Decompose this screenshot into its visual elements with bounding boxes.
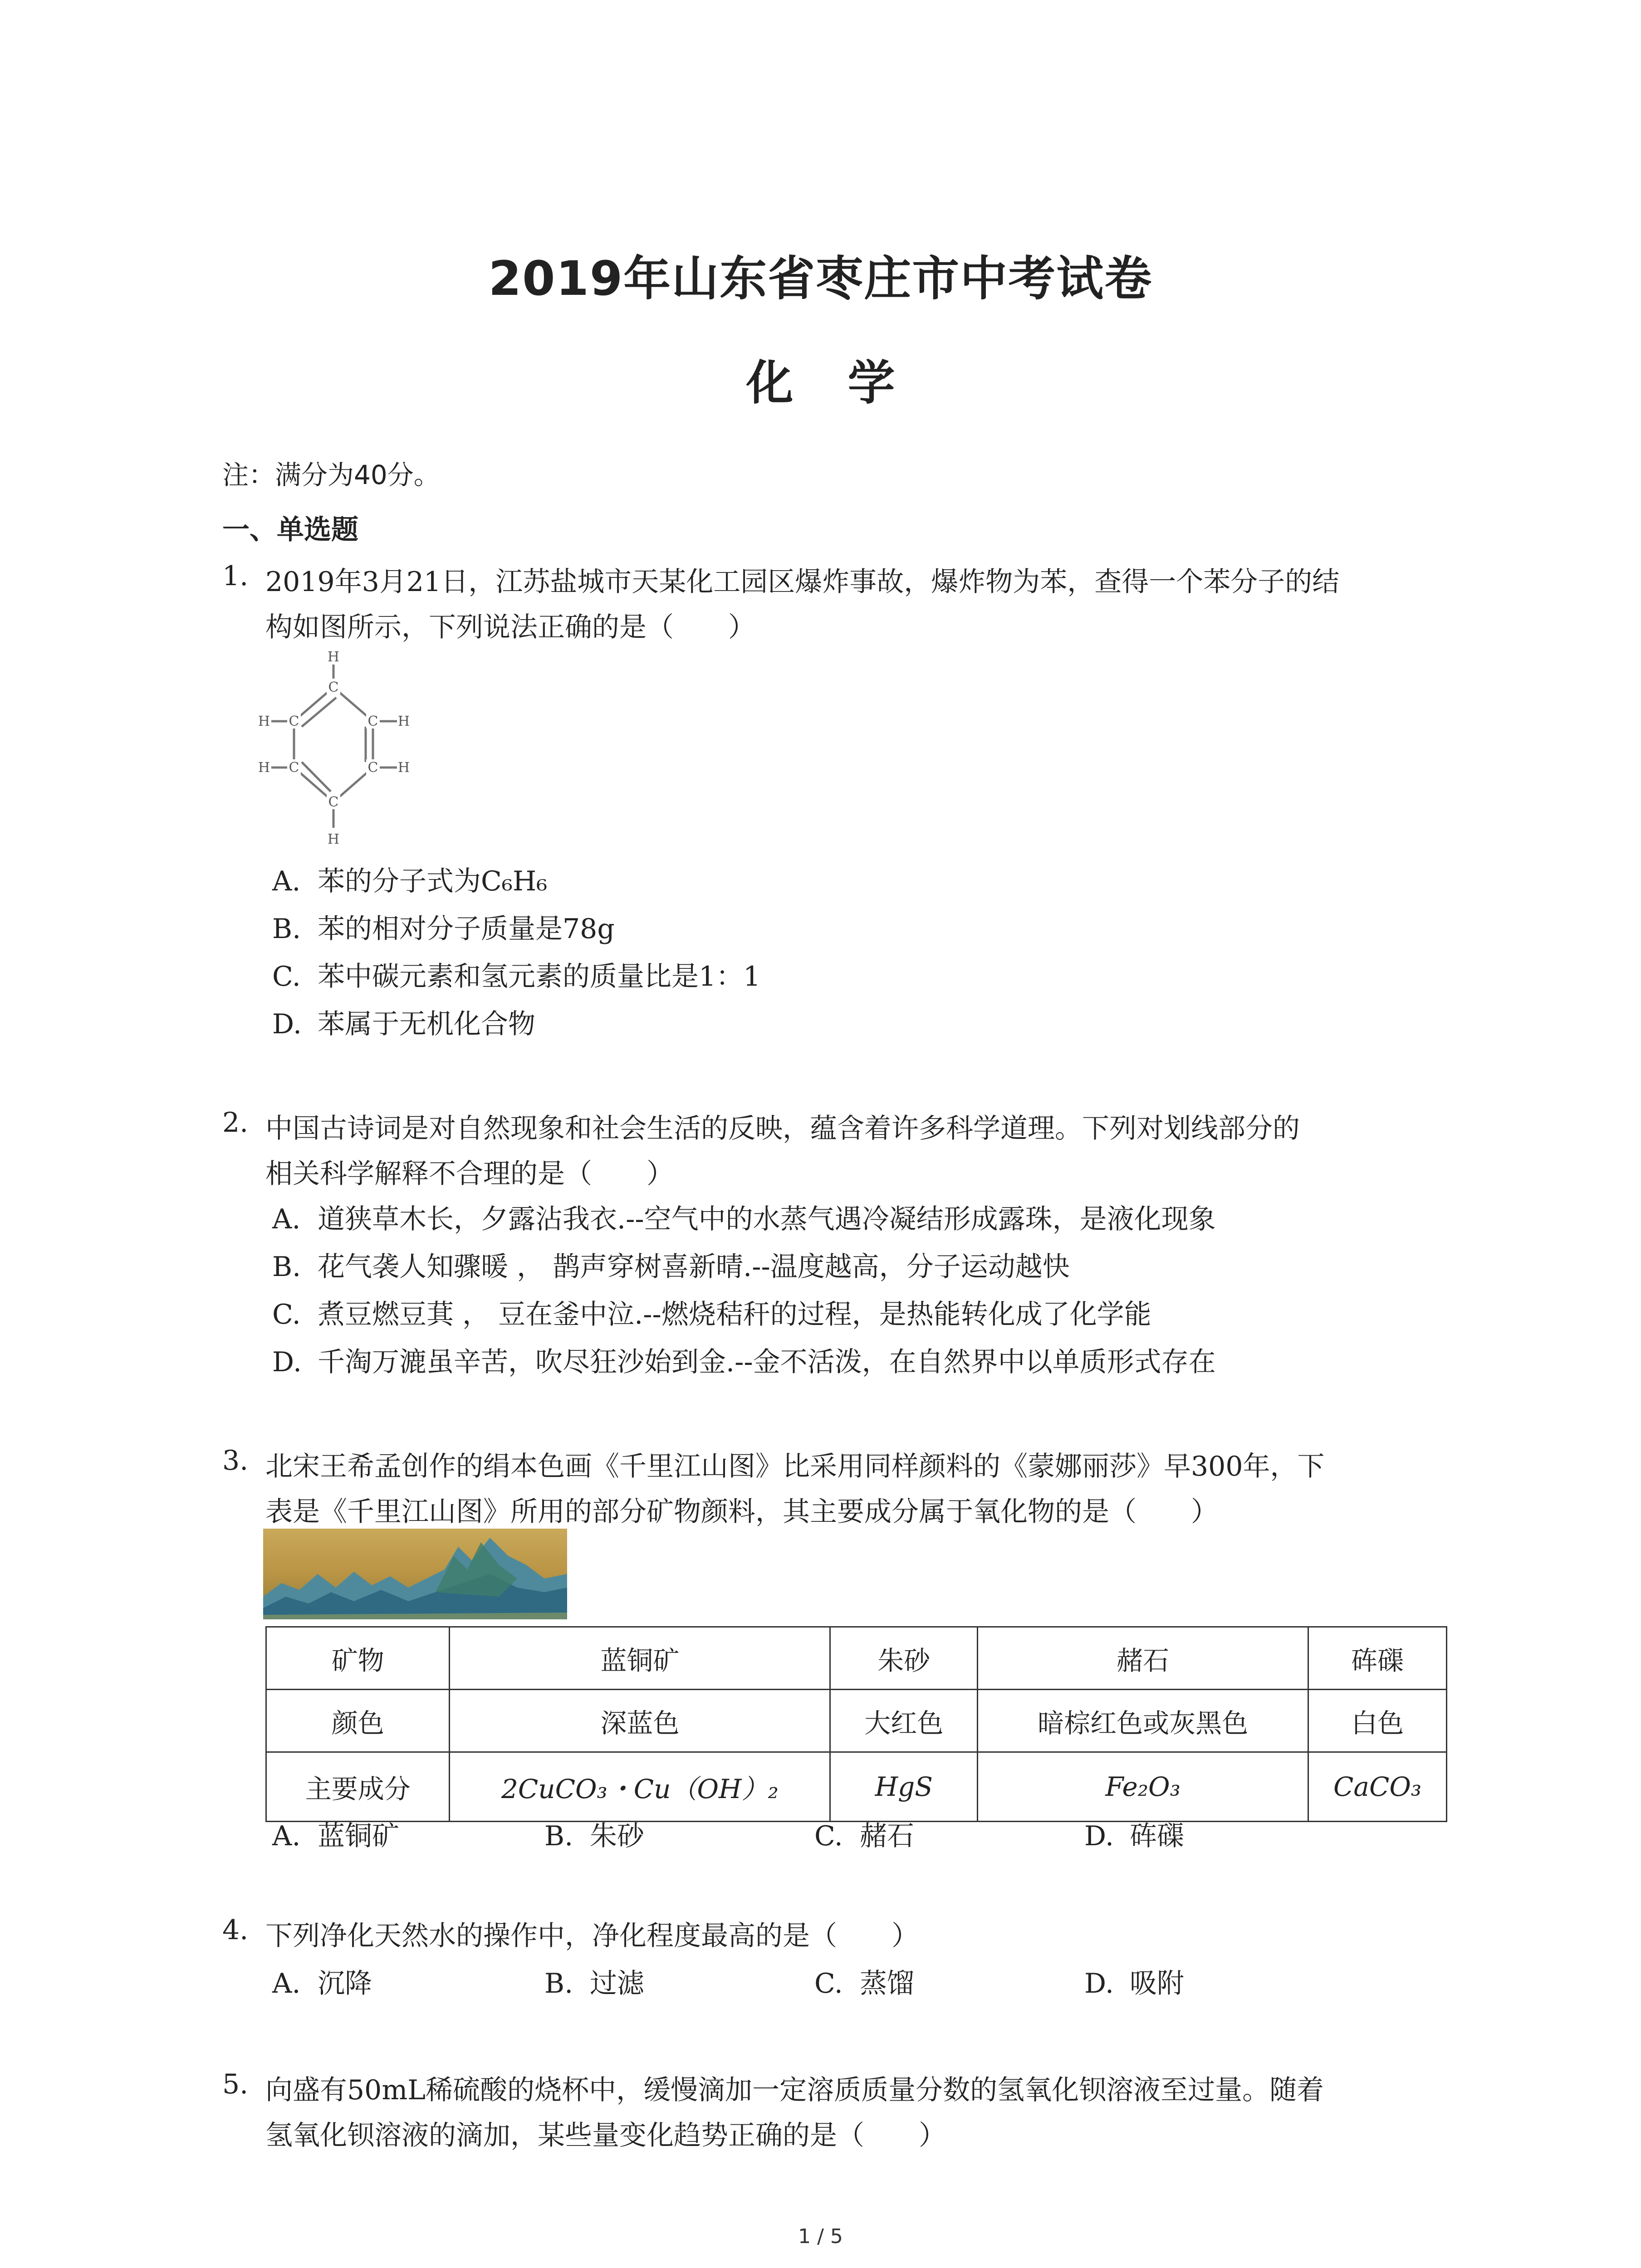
option-a[interactable] [272, 1962, 372, 2001]
question-text-line1: 中国古诗词是对自然现象和社会生活的反映，蕴含着许多科学道理。下列对划线部分的 [265, 1113, 1300, 1144]
score-note: 注：满分为40分。 [222, 459, 440, 490]
option-text: 花气袭人知骤暖 ， 鹊声穿树喜新晴.--温度越高，分子运动越快 [318, 1251, 1070, 1283]
table-cell: 朱砂 [830, 1627, 978, 1690]
table-cell: HgS [830, 1752, 978, 1822]
question-text-line1: 2019年3月21日，江苏盐城市天某化工园区爆炸事故，爆炸物为苯，查得一个苯分子的结 [265, 566, 1340, 598]
option-letter: A. [272, 1968, 301, 1999]
subject-title: 化学 [746, 355, 950, 411]
option-d[interactable] [1084, 1962, 1184, 2001]
option-d[interactable] [272, 1340, 1216, 1379]
question-number: 2. [222, 1107, 249, 1139]
option-letter: D. [1084, 1968, 1114, 1999]
option-a[interactable] [272, 860, 547, 899]
option-letter: A. [272, 1820, 301, 1852]
table-header-cell: 矿物 [266, 1627, 450, 1690]
table-header-cell: 主要成分 [266, 1752, 450, 1822]
question-text-line1: 向盛有50mL稀硫酸的烧杯中，缓慢滴加一定溶质质量分数的氢氧化钡溶液至过量。随着 [265, 2074, 1324, 2106]
table-row [266, 1752, 1447, 1822]
option-text: 赭石 [860, 1820, 914, 1852]
table-row [266, 1690, 1447, 1752]
option-c[interactable] [272, 1293, 1151, 1332]
question-text-line2: 氢氧化钡溶液的滴加，某些量变化趋势正确的是（ ） [265, 2120, 946, 2151]
hydrogen-atom-label: H [397, 714, 410, 729]
option-a[interactable] [272, 1814, 399, 1853]
option-letter: C. [272, 1299, 301, 1330]
table-header-cell: 颜色 [266, 1690, 450, 1752]
hydrogen-atom-label: H [258, 714, 270, 729]
question-number: 3. [222, 1445, 249, 1476]
option-letter: C. [272, 961, 301, 992]
carbon-atom-label: C [328, 794, 339, 810]
option-letter: C. [814, 1968, 843, 1999]
page-number: 1 / 5 [798, 2225, 843, 2248]
table-cell: 大红色 [830, 1690, 978, 1752]
question-text-line1: 下列净化天然水的操作中，净化程度最高的是（ ） [265, 1920, 919, 1952]
option-text: 沉降 [318, 1968, 372, 1999]
question-text-line2: 相关科学解释不合理的是（ ） [265, 1158, 674, 1190]
option-text: 千淘万漉虽辛苦，吹尽狂沙始到金.--金不活泼，在自然界中以单质形式存在 [318, 1346, 1216, 1378]
option-d[interactable] [1084, 1814, 1184, 1853]
landscape-painting-image [263, 1529, 567, 1619]
option-letter: D. [272, 1008, 302, 1040]
option-letter: B. [272, 1251, 301, 1283]
table-cell: Fe₂O₃ [978, 1752, 1308, 1822]
option-letter: C. [814, 1820, 843, 1852]
question-text-line2: 构如图所示，下列说法正确的是（ ） [265, 611, 755, 643]
option-text: 砗磲 [1130, 1820, 1184, 1852]
option-letter: A. [272, 865, 301, 897]
question-text-line1: 北宋王希孟创作的绢本色画《千里江山图》比采用同样颜料的《蒙娜丽莎》早300年，下 [265, 1451, 1325, 1482]
option-b[interactable] [544, 1962, 644, 2001]
carbon-atom-label: C [367, 760, 378, 776]
table-cell: 蓝铜矿 [450, 1627, 830, 1690]
option-letter: A. [272, 1203, 301, 1235]
carbon-atom-label: C [289, 714, 299, 729]
table-cell: 砗磲 [1308, 1627, 1447, 1690]
section-heading: 一、单选题 [222, 514, 358, 546]
question-number: 4. [222, 1914, 249, 1946]
option-text: 蒸馏 [860, 1968, 914, 1999]
table-cell: CaCO₃ [1308, 1752, 1447, 1822]
option-text: 苯的相对分子质量是78g [318, 913, 615, 945]
option-letter: B. [544, 1820, 573, 1852]
question-number: 1. [222, 560, 249, 592]
option-letter: B. [544, 1968, 573, 1999]
options-row [272, 1962, 1452, 1998]
option-text: 煮豆燃豆萁 ， 豆在釜中泣.--燃烧秸秆的过程，是热能转化成了化学能 [318, 1299, 1151, 1330]
option-letter: D. [1084, 1820, 1114, 1852]
option-b[interactable] [272, 1245, 1070, 1284]
carbon-atom-label: C [367, 714, 378, 729]
option-a[interactable] [272, 1198, 1216, 1237]
table-row [266, 1627, 1447, 1690]
carbon-atom-label: C [328, 679, 339, 695]
question-number: 5. [222, 2068, 249, 2100]
option-c[interactable] [272, 955, 760, 994]
option-text: 吸附 [1130, 1968, 1184, 1999]
option-c[interactable] [814, 1814, 914, 1853]
option-text: 蓝铜矿 [318, 1820, 399, 1852]
option-text: 苯的分子式为C₆H₆ [318, 865, 548, 897]
table-cell: 暗棕红色或灰黑色 [978, 1690, 1308, 1752]
option-c[interactable] [814, 1962, 914, 2001]
table-cell: 深蓝色 [450, 1690, 830, 1752]
option-letter: B. [272, 913, 301, 945]
hydrogen-atom-label: H [397, 760, 410, 776]
option-letter: D. [272, 1346, 302, 1378]
option-text: 过滤 [590, 1968, 644, 1999]
options-row [272, 1814, 1452, 1851]
option-text: 苯中碳元素和氢元素的质量比是1：1 [318, 961, 761, 992]
table-cell: 2CuCO₃・Cu（OH）₂ [450, 1752, 830, 1822]
question-text-line2: 表是《千里江山图》所用的部分矿物颜料，其主要成分属于氧化物的是（ ） [265, 1496, 1218, 1528]
table-cell: 白色 [1308, 1690, 1447, 1752]
mineral-pigment-table [265, 1626, 1447, 1822]
option-b[interactable] [544, 1814, 644, 1853]
hydrogen-atom-label: H [327, 831, 340, 847]
option-d[interactable] [272, 1002, 535, 1041]
hydrogen-atom-label: H [327, 649, 340, 665]
table-cell: 赭石 [978, 1627, 1308, 1690]
option-b[interactable] [272, 907, 615, 946]
exam-title: 2019年山东省枣庄市中考试卷 [488, 251, 1153, 306]
benzene-structure-diagram [254, 649, 440, 862]
option-text: 朱砂 [590, 1820, 644, 1852]
carbon-atom-label: C [289, 760, 299, 776]
option-text: 道狭草木长，夕露沾我衣.--空气中的水蒸气遇冷凝结形成露珠，是液化现象 [318, 1203, 1216, 1235]
hydrogen-atom-label: H [258, 760, 270, 776]
option-text: 苯属于无机化合物 [318, 1008, 535, 1040]
